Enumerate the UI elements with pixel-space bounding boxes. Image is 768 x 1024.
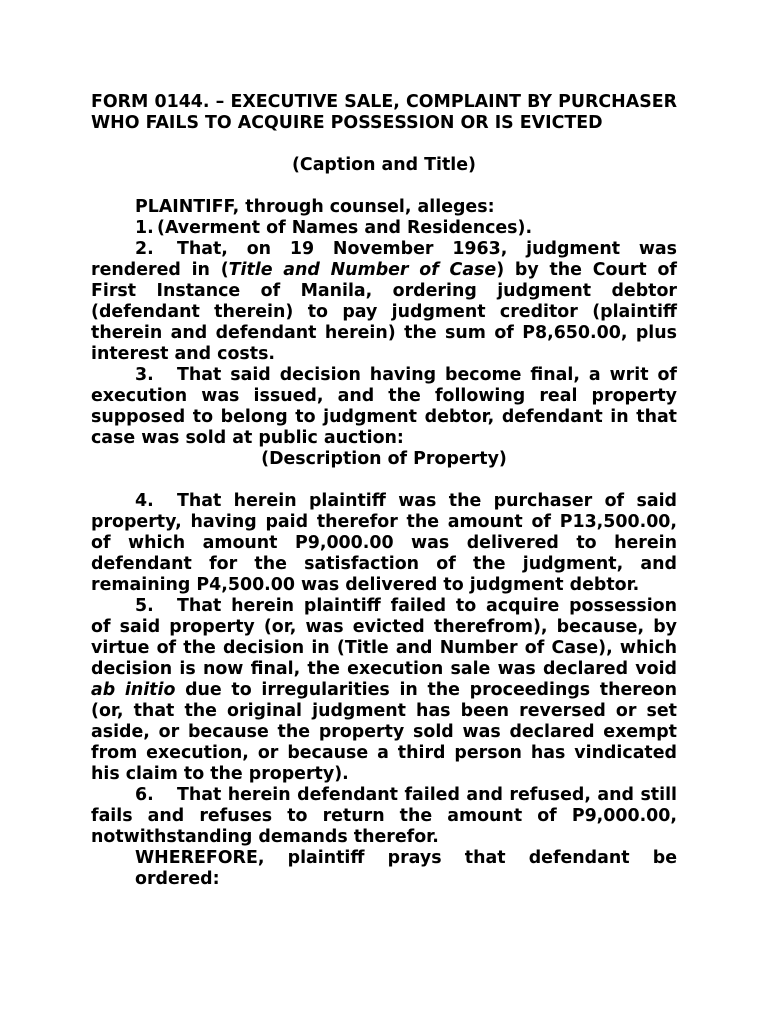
prayer-line-2: ordered: xyxy=(135,869,220,889)
paragraph-number: 3. xyxy=(135,365,154,385)
paragraph-text: That herein plaintiff failed to acquire possession of said property (or, was evicted therefrom), because, by virtue of the decision in (Title and Number of Case), which decision is now final, the execution sale was declared void xyxy=(91,596,677,679)
paragraph-number: 2. xyxy=(135,239,154,259)
paragraph-number: 1. xyxy=(135,218,154,238)
paragraph-text: That herein defendant failed and refused, and still fails and refuses to return the amount of P9,000.00, notwithstanding demands therefor. xyxy=(91,785,677,847)
paragraph-2 xyxy=(91,239,677,365)
latin-term: ab initio xyxy=(91,680,176,700)
paragraph-text-cont: ) by the Court of First Instance of Manila, ordering judgment debtor (defendant therein) to pay judgment creditor (plaintiff therein and defendant herein) the sum of P8,650.00, plus interest and costs. xyxy=(91,260,677,364)
spacer xyxy=(91,470,677,491)
paragraph-text: That herein plaintiff was the purchaser of said property, having paid therefor the amount of P13,500.00, of which amount P9,000.00 was delivered to herein defendant for the satisfaction of the judgment, and remaining P4,500.00 was delivered to judgment debtor. xyxy=(91,491,677,595)
intro-allegation: PLAINTIFF, through counsel, alleges: xyxy=(135,197,495,217)
paragraph-number: 6. xyxy=(135,785,154,805)
paragraph-3 xyxy=(91,365,677,449)
paragraph-number: 4. xyxy=(135,491,154,511)
paragraph-6 xyxy=(91,785,677,848)
description-of-property: (Description of Property) xyxy=(261,449,507,469)
paragraph-number: 5. xyxy=(135,596,154,616)
paragraph-text-cont: due to irregularities in the proceedings thereon (or, that the original judgment has been reversed or set aside, or because the property sold was declared exempt from execution, or because a third person has vindicated his claim to the property). xyxy=(91,680,677,784)
spacer xyxy=(91,134,677,155)
paragraph-text: That, on 19 November 1963, judgment was rendered in ( xyxy=(91,239,677,280)
spacer xyxy=(91,176,677,197)
prayer-clause xyxy=(91,848,677,890)
caption-and-title: (Caption and Title) xyxy=(291,155,476,175)
paragraph-1 xyxy=(91,218,677,239)
prayer-line-1: WHEREFORE, plaintiff prays that defendant be xyxy=(135,848,677,868)
paragraph-4 xyxy=(91,491,677,596)
paragraph-text: (Averment of Names and Residences). xyxy=(157,218,533,238)
paragraph-text: That said decision having become final, a writ of execution was issued, and the following real property supposed to belong to judgment debtor, defendant in that case was sold at public auction: xyxy=(91,365,677,448)
document-page xyxy=(91,92,677,890)
case-title-placeholder: Title and Number of Case xyxy=(228,260,497,280)
paragraph-5 xyxy=(91,596,677,785)
form-title: FORM 0144. – EXECUTIVE SALE, COMPLAINT BY PURCHASER WHO FAILS TO ACQUIRE POSSESSION OR IS EVICTED xyxy=(91,92,677,133)
